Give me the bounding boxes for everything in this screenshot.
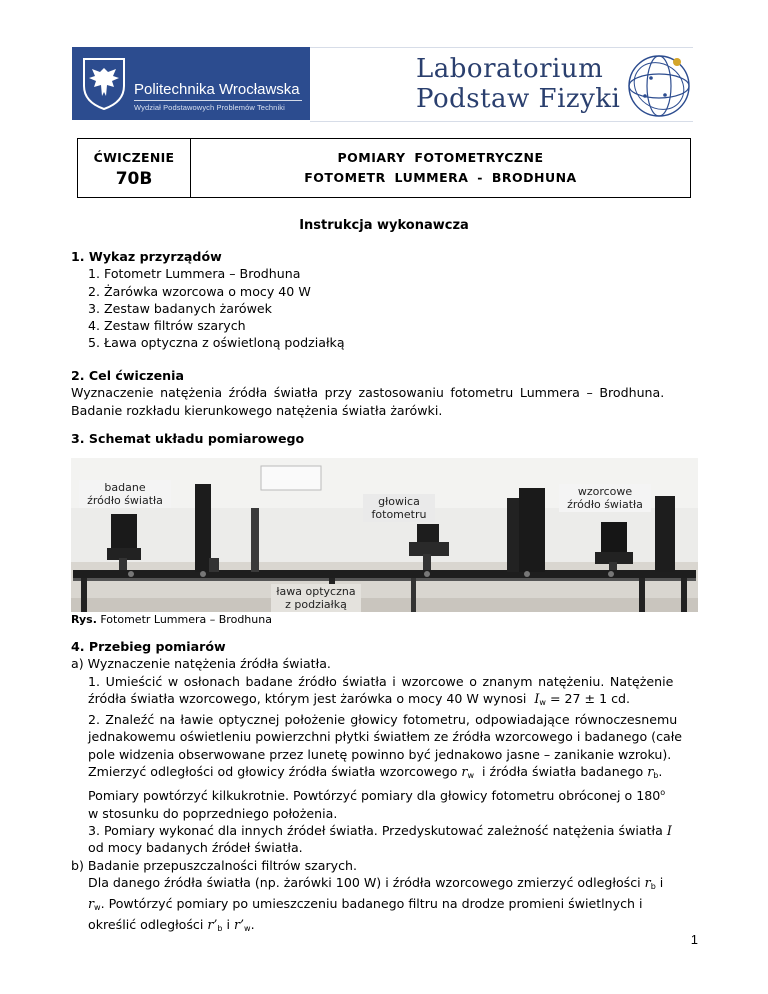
paragraph-line xyxy=(71,690,699,711)
paragraph-line: 2. Znaleźć na ławie optycznej położenie głowicy fotometru, odpowiadające równoczesnemu xyxy=(88,712,678,728)
exercise-id-cell xyxy=(78,139,191,197)
subsection-title: b) Badanie przepuszczalności filtrów szarych. xyxy=(71,857,358,873)
section-procedure xyxy=(71,638,699,938)
list-item: 4. Zestaw filtrów szarych xyxy=(88,318,246,334)
text-fragment: Zmierzyć odległości od głowicy źródła światła wzorcowego xyxy=(88,764,458,780)
exercise-title-line1: POMIARY FOTOMETRYCZNE xyxy=(337,150,544,165)
text-fragment: 3. Pomiary wykonać dla innych źródeł światła. Przedyskutować zależność natężenia światła xyxy=(88,822,663,838)
symbol-I: I xyxy=(534,690,540,706)
symbol-r-prime: r’ xyxy=(234,917,245,933)
text-fragment: . Powtórzyć pomiary po umieszczeniu badanego filtru na drodze promieni świetlnych i xyxy=(100,896,643,912)
header-divider xyxy=(134,100,302,101)
symbol-r: r xyxy=(647,764,654,780)
paragraph-line: 1. Umieścić w osłonach badane źródło światła i wzorcowe o znanym natężeniu. Natężenie xyxy=(88,673,674,689)
degree-superscript: o xyxy=(660,788,666,798)
text-fragment: i źródła światła badanego xyxy=(482,764,644,780)
label-optical-bench: ława optyczna z podziałką xyxy=(271,584,361,612)
caption-prefix: Rys. xyxy=(71,613,97,626)
exercise-title-cell xyxy=(191,139,690,197)
text-fragment: i xyxy=(659,874,664,890)
university-name: Politechnika Wrocławska xyxy=(134,81,300,98)
section-heading: 1. Wykaz przyrządów xyxy=(71,249,222,264)
paragraph-line: określić odległości $r’_b$ i $r’_w$. xyxy=(88,917,255,934)
paragraph-line: pole widzenia obserwowane przez lunetę powinno być jednakowo jasne – zanikanie wzroku). xyxy=(88,746,672,762)
exercise-title-line2: FOTOMETR LUMMERA - BRODHUNA xyxy=(304,170,577,185)
subsection-title: a) Wyznaczenie natężenia źródła światła. xyxy=(71,656,331,672)
text-fragment: i xyxy=(226,917,230,933)
paragraph-line xyxy=(71,895,699,916)
paragraph-line: w stosunku do poprzedniego położenia. xyxy=(88,805,338,821)
atom-globe-icon xyxy=(615,48,693,121)
text-fragment: źródła światła wzorcowego, którym jest żarówka o mocy 40 W wynosi xyxy=(88,690,527,706)
lab-title-line1: Laboratorium xyxy=(416,54,604,84)
section-equipment xyxy=(71,248,699,352)
paragraph-line: Zmierzyć odległości od głowicy źródła światła wzorcowego $r_w$ i źródła światła badanego $r_b$. xyxy=(88,764,663,781)
faculty-name: Wydział Podstawowych Problemów Techniki xyxy=(134,103,285,112)
setup-photo xyxy=(71,458,698,612)
text-fragment: Pomiary powtórzyć kilkukrotnie. Powtórzyć pomiary dla głowicy fotometru obróconej o 180 xyxy=(88,788,661,804)
header-banner xyxy=(72,47,693,120)
list-item: 3. Zestaw badanych żarówek xyxy=(88,300,272,316)
exercise-title-box xyxy=(77,138,691,198)
label-photometer-head: głowica fotometru xyxy=(363,494,435,522)
symbol-r: r xyxy=(461,764,468,780)
list-item: 2. Żarówka wzorcowa o mocy 40 W xyxy=(88,283,311,299)
paragraph-line: Badanie rozkładu kierunkowego natężenia światła żarówki. xyxy=(71,402,443,418)
subscript-w: w xyxy=(467,771,474,781)
paragraph-line xyxy=(71,822,699,839)
subscript-w: w xyxy=(244,924,251,934)
paragraph-line: Wyznaczenie natężenia źródła światła przy zastosowaniu fotometru Lummera – Brodhuna. xyxy=(71,385,665,401)
subscript-b: b xyxy=(653,771,659,781)
subscript-w: w xyxy=(94,903,101,913)
subscript-w: w xyxy=(539,697,546,707)
exercise-number: 70B xyxy=(115,169,153,189)
value-Iw: = 27 ± 1 cd. xyxy=(549,690,631,706)
figure-caption xyxy=(71,613,272,626)
paragraph-line xyxy=(71,874,699,895)
section-goal xyxy=(71,367,699,419)
section-heading: 3. Schemat układu pomiarowego xyxy=(71,431,305,446)
symbol-I: I xyxy=(666,822,672,838)
symbol-r: r xyxy=(644,874,651,890)
section-heading: 2. Cel ćwiczenia xyxy=(71,368,184,383)
section-heading: 4. Przebieg pomiarów xyxy=(71,639,226,654)
page-number: 1 xyxy=(690,932,698,947)
paragraph-line xyxy=(71,784,699,804)
lab-panel xyxy=(310,47,693,122)
label-tested-source: badane źródło światła xyxy=(79,480,171,508)
subscript-b: b xyxy=(650,881,656,891)
lab-title-line2: Podstaw Fizyki xyxy=(416,84,621,114)
subscript-b: b xyxy=(217,924,223,934)
university-panel xyxy=(72,47,310,120)
symbol-r: r xyxy=(88,896,95,912)
label-reference-source: wzorcowe źródło światła xyxy=(559,484,651,512)
exercise-label: ĆWICZENIE xyxy=(93,150,175,165)
list-item: 5. Ława optyczna z oświetloną podziałką xyxy=(88,335,345,351)
caption-text: Fotometr Lummera – Brodhuna xyxy=(96,613,272,626)
document-subtitle: Instrukcja wykonawcza xyxy=(299,218,469,233)
symbol-r-prime: r’ xyxy=(207,917,218,933)
section-scheme xyxy=(71,430,699,447)
eagle-crest-icon xyxy=(80,56,128,111)
paragraph-line: jednakowemu oświetleniu powierzchni płytki światłem ze źródła wzorcowego i badanego (całe xyxy=(88,729,683,745)
list-item: 1. Fotometr Lummera – Brodhuna xyxy=(88,266,301,282)
text-fragment: określić odległości xyxy=(88,917,204,933)
text-fragment: Dla danego źródła światła (np. żarówki 100 W) i źródła wzorcowego zmierzyć odległości xyxy=(88,874,641,890)
paragraph-line: od mocy badanych źródeł światła. xyxy=(88,840,303,856)
